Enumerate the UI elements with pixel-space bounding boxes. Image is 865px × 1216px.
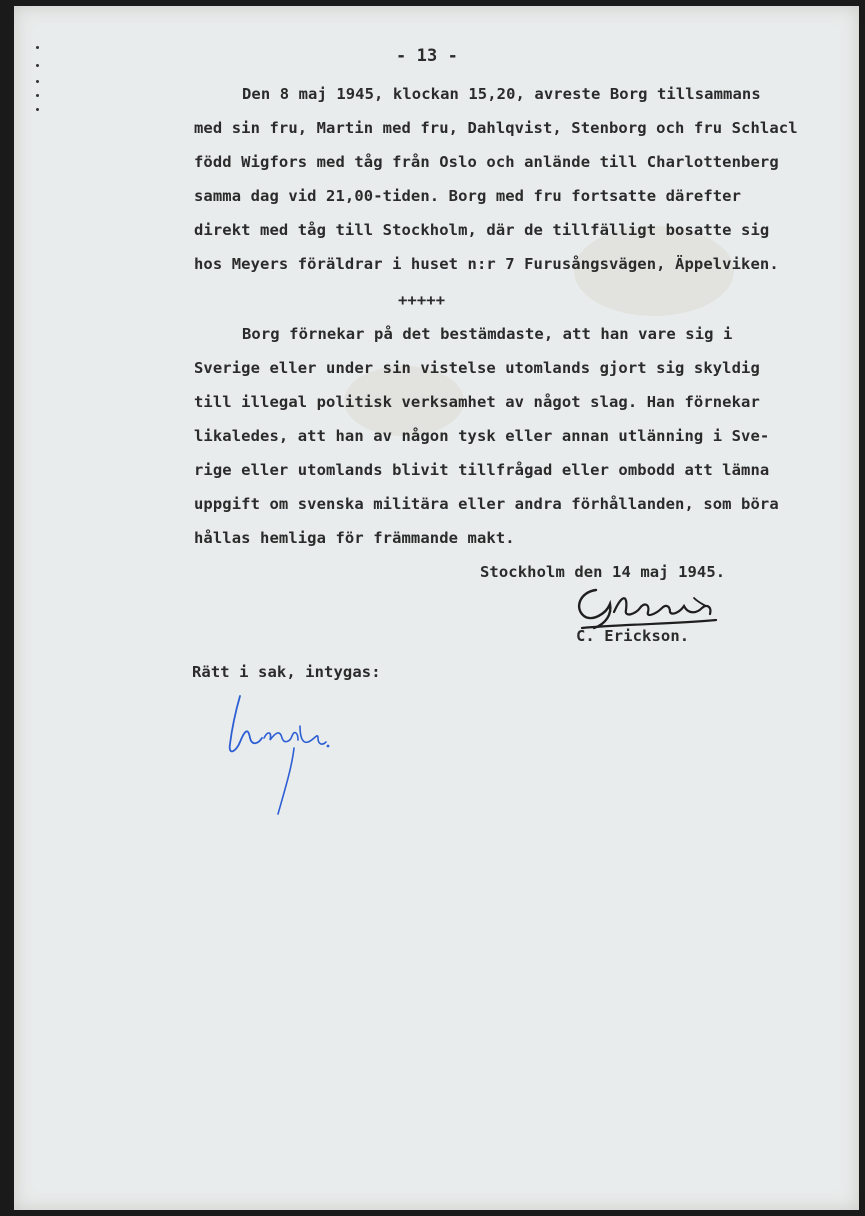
- separator: +++++: [398, 291, 446, 309]
- paragraph-1-line: samma dag vid 21,00-tiden. Borg med fru fortsatte därefter: [194, 187, 742, 205]
- paragraph-2-line: uppgift om svenska militära eller andra förhållanden, som böra: [194, 495, 779, 513]
- paragraph-2-line: hållas hemliga för främmande makt.: [194, 529, 515, 547]
- paragraph-1-line: född Wigfors med tåg från Oslo och anlände till Charlottenberg: [194, 153, 779, 171]
- place-date: Stockholm den 14 maj 1945.: [480, 563, 726, 581]
- punch-holes: [36, 46, 42, 116]
- paragraph-1-line: Den 8 maj 1945, klockan 15,20, avreste Borg tillsammans: [242, 85, 761, 103]
- paragraph-2-line: till illegal politisk verksamhet av något slag. Han förnekar: [194, 393, 760, 411]
- certification-text: Rätt i sak, intygas:: [192, 663, 381, 681]
- paragraph-2-line: Sverige eller under sin vistelse utomlands gjort sig skyldig: [194, 359, 760, 377]
- paragraph-2-line: likaledes, att han av någon tysk eller annan utlänning i Sve-: [194, 427, 770, 445]
- signature-borg: [210, 686, 340, 818]
- paragraph-2-line: rige eller utomlands blivit tillfrågad eller ombodd att lämna: [194, 461, 770, 479]
- document-page: [14, 6, 859, 1210]
- paragraph-2-line: Borg förnekar på det bestämdaste, att han vare sig i: [242, 325, 733, 343]
- paragraph-1-line: hos Meyers föräldrar i huset n:r 7 Furusångsvägen, Äppelviken.: [194, 255, 779, 273]
- paragraph-1-line: direkt med tåg till Stockholm, där de tillfälligt bosatte sig: [194, 221, 770, 239]
- paragraph-1-line: med sin fru, Martin med fru, Dahlqvist, Stenborg och fru Schlacl: [194, 119, 798, 137]
- signer-name: C. Erickson.: [576, 627, 690, 645]
- page-number: - 13 -: [396, 46, 459, 66]
